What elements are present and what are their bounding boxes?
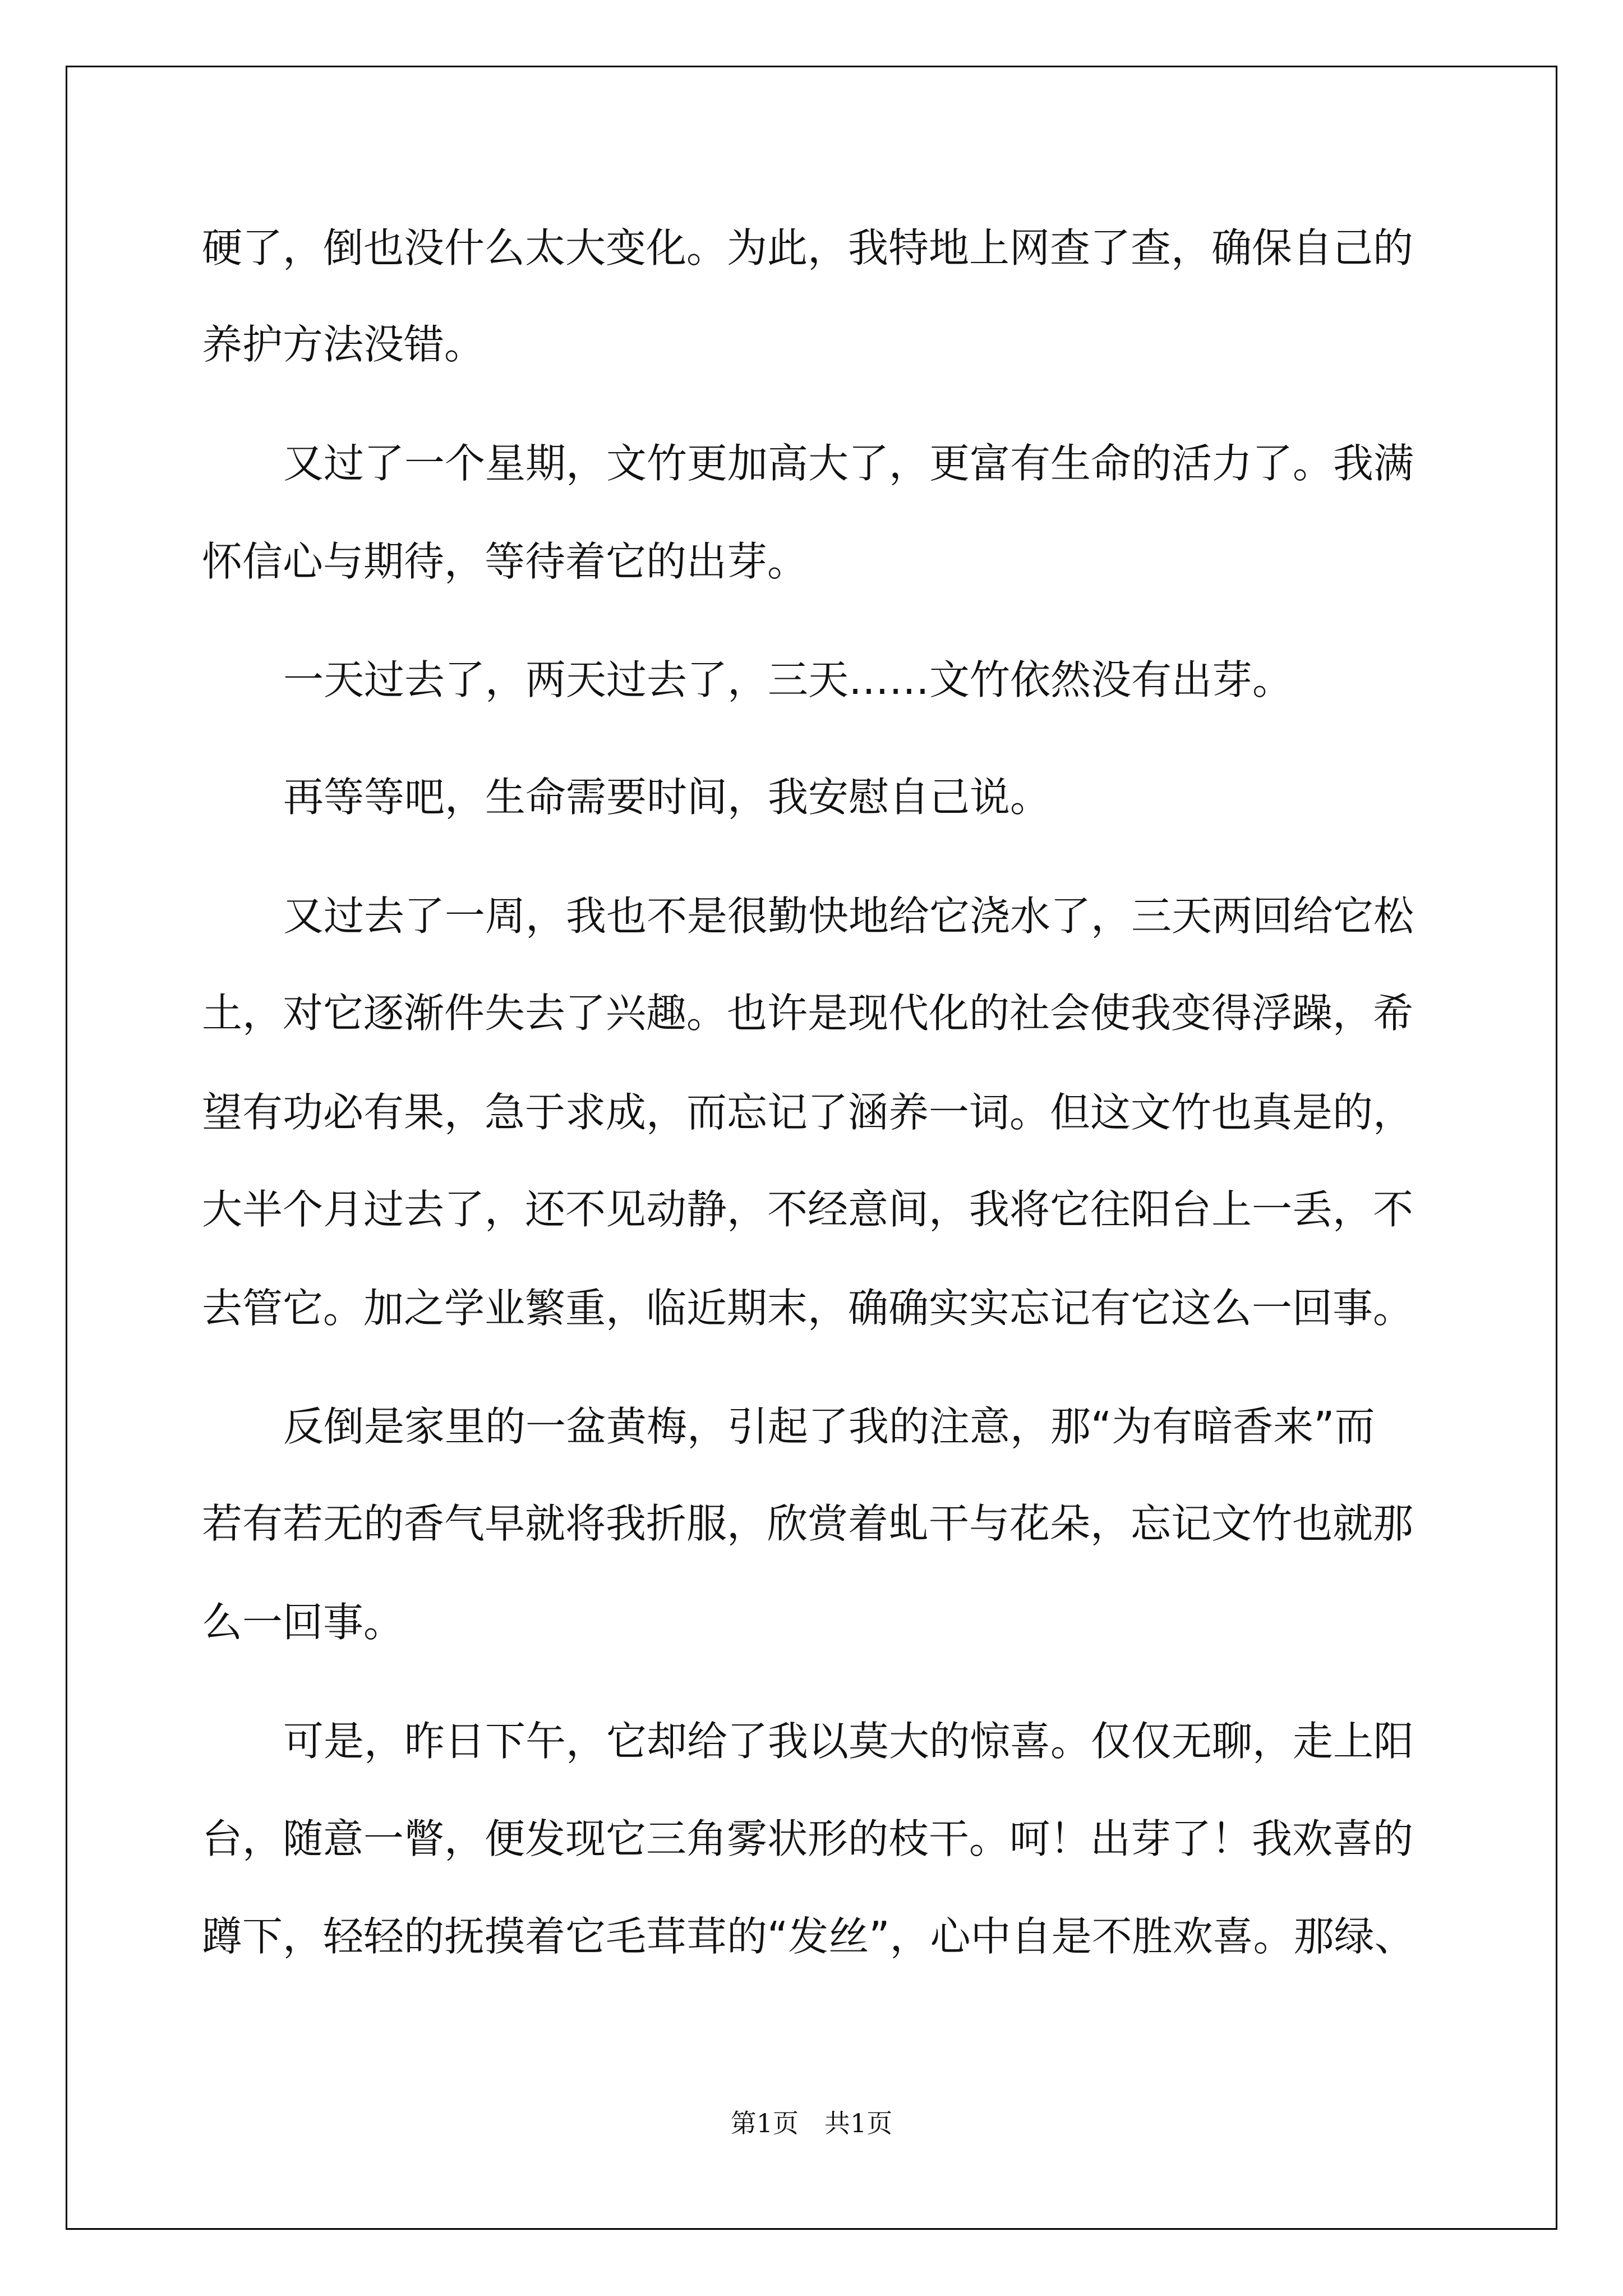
text-line-8: 土，对它逐渐件失去了兴趣。也许是现代化的社会使我变得浮躁，希 <box>202 990 1414 1037</box>
text-line-12: 反倒是家里的一盆黄梅，引起了我的注意，那“为有暗香来”而 <box>283 1403 1375 1450</box>
text-line-11: 去管它。加之学业繁重，临近期末，确确实实忘记有它这么一回事。 <box>202 1285 1414 1332</box>
text-line-4: 怀信心与期待，等待着它的出芽。 <box>202 538 808 585</box>
text-line-16: 台，随意一瞥，便发现它三角雾状形的枝干。呵！出芽了！我欢喜的 <box>202 1815 1414 1862</box>
page-footer: 第1页 共1页 <box>730 2108 893 2138</box>
text-line-14: 么一回事。 <box>202 1599 404 1646</box>
text-line-7: 又过去了一周，我也不是很勤快地给它浇水了，三天两回给它松 <box>283 892 1414 940</box>
text-line-13: 若有若无的香气早就将我折服，欣赏着虬干与花朵，忘记文竹也就那 <box>202 1500 1414 1547</box>
text-line-10: 大半个月过去了，还不见动静，不经意间，我将它往阳台上一丢，不 <box>202 1186 1414 1233</box>
text-line-15: 可是，昨日下午，它却给了我以莫大的惊喜。仅仅无聊，走上阳 <box>283 1718 1414 1765</box>
text-line-6: 再等等吧，生命需要时间，我安慰自己说。 <box>283 774 1051 821</box>
text-line-17: 蹲下，轻轻的抚摸着它毛茸茸的“发丝”，心中自是不胜欢喜。那绿、 <box>202 1913 1415 1960</box>
text-line-5: 一天过去了，两天过去了，三天……文竹依然没有出芽。 <box>283 656 1293 703</box>
text-line-3: 又过了一个星期，文竹更加高大了，更富有生命的活力了。我满 <box>283 440 1414 487</box>
text-line-9: 望有功必有果，急于求成，而忘记了涵养一词。但这文竹也真是的， <box>202 1089 1414 1136</box>
text-line-2: 养护方法没错。 <box>202 321 485 368</box>
text-line-1: 硬了，倒也没什么太大变化。为此，我特地上网查了查，确保自己的 <box>202 224 1414 272</box>
page-border <box>66 66 1557 2230</box>
